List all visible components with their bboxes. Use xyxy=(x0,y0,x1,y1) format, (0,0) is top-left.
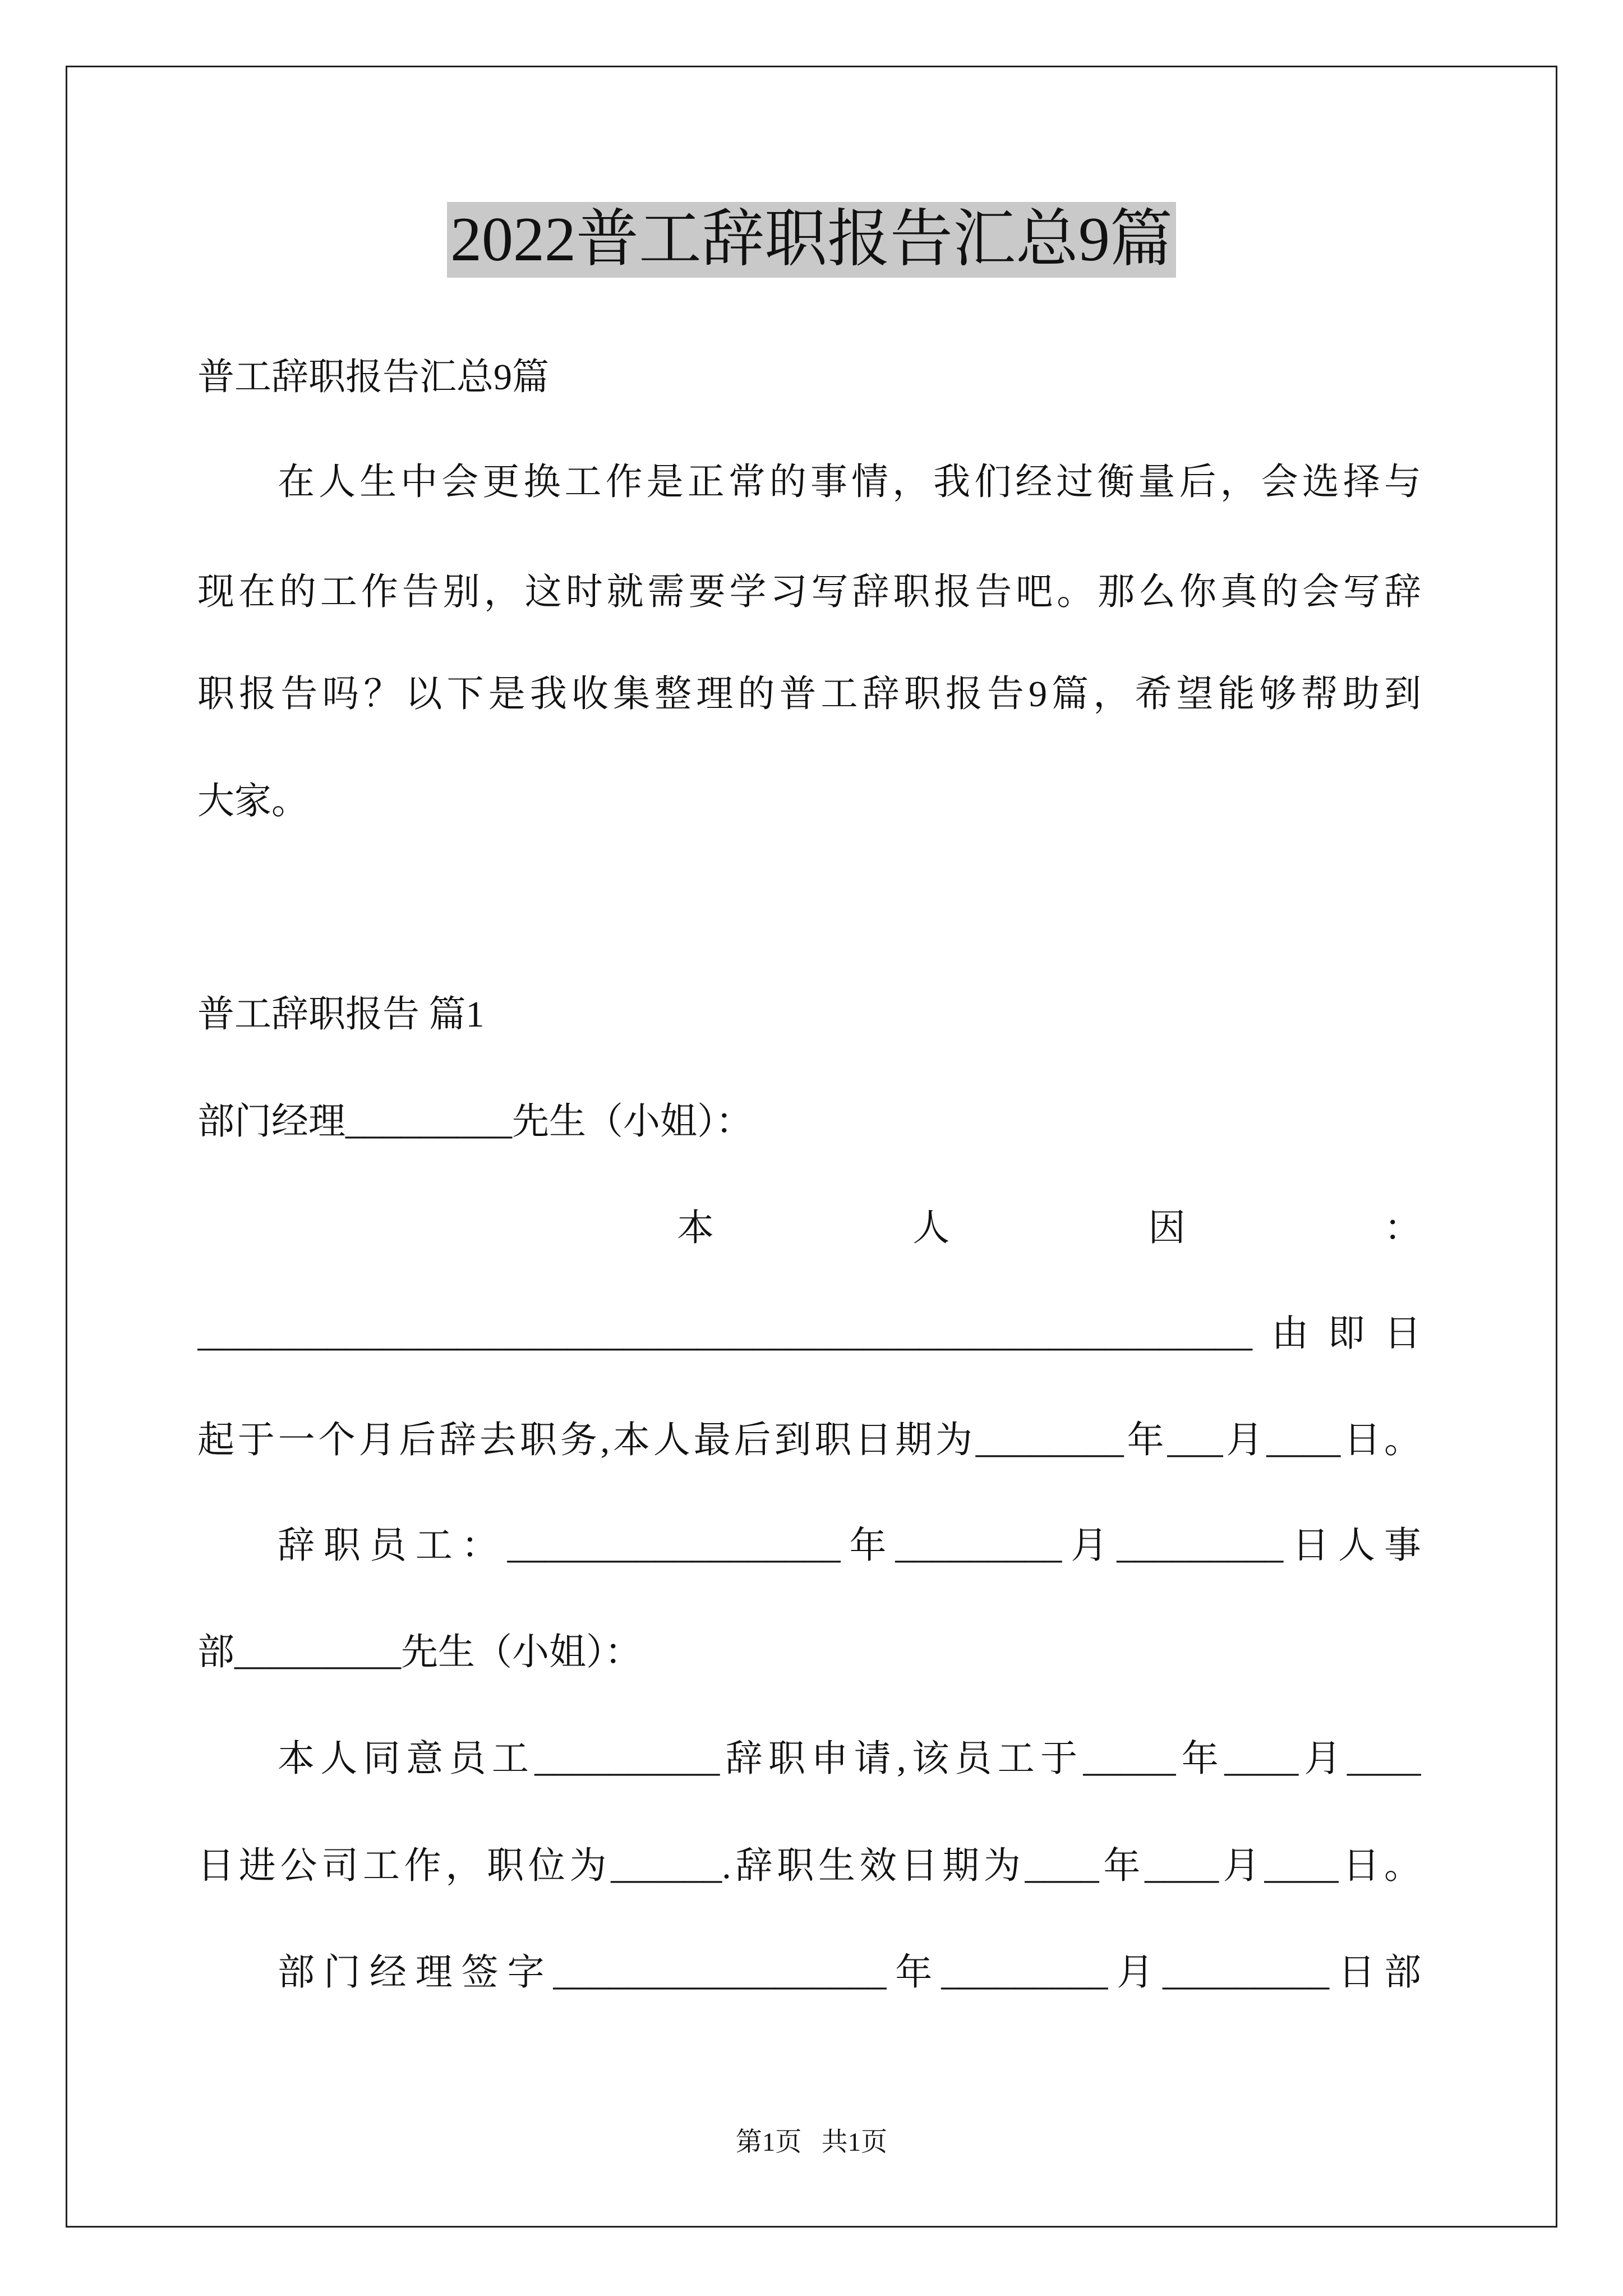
reason-char: 人 xyxy=(912,1208,950,1249)
employee-sign-line: 辞职员工：__________________年_________月_________日人事 xyxy=(278,1525,1421,1566)
join-info-line: 日进公司工作，职位为______.辞职生效日期为____年____月____日。 xyxy=(197,1846,1421,1887)
hr-addressee-line: 部_________先生（小姐）： xyxy=(197,1632,642,1673)
section-heading: 普工辞职报告 篇1 xyxy=(197,994,485,1035)
reason-blank-line: _________________________________________________________由即日 xyxy=(197,1313,1421,1354)
intro-line-3: 职报告吗？以下是我收集整理的普工辞职报告9篇，希望能够帮助到 xyxy=(197,674,1421,715)
reason-char: 本 xyxy=(677,1208,714,1249)
page-footer: 第1页 共1页 xyxy=(735,2128,888,2157)
approval-line: 本人同意员工__________辞职申请,该员工于_____年____月____ xyxy=(278,1738,1421,1779)
intro-line-1: 在人生中会更换工作是正常的事情，我们经过衡量后，会选择与 xyxy=(278,462,1421,503)
intro-line-2: 现在的工作告别，这时就需要学习写辞职报告吧。那么你真的会写辞 xyxy=(197,572,1421,613)
reason-line xyxy=(677,1200,1421,1257)
title-container xyxy=(66,202,1557,278)
resign-date-line: 起于一个月后辞去职务,本人最后到职日期为________年___月____日。 xyxy=(197,1420,1421,1461)
reason-char: 因 xyxy=(1148,1208,1186,1249)
addressee-line: 部门经理_________先生（小姐）： xyxy=(197,1101,753,1142)
document-title: 2022普工辞职报告汇总9篇 xyxy=(447,202,1176,278)
intro-line-4: 大家。 xyxy=(197,781,308,822)
subtitle: 普工辞职报告汇总9篇 xyxy=(197,357,549,398)
reason-char: ： xyxy=(1384,1208,1421,1249)
manager-sign-line: 部门经理签字__________________年_________月_________日部 xyxy=(278,1952,1421,1993)
